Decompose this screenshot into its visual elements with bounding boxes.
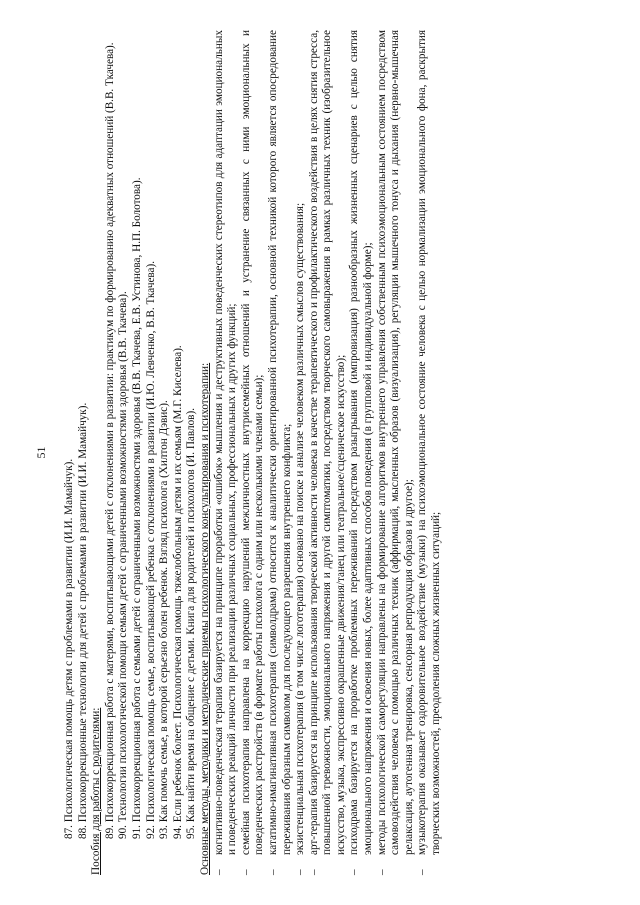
literature-item-91: 91. Психокоррекционная работа с семьями детей с ограниченными возможностями здоровья (В.В. Ткачева, Е.В. Устинова, Н.П. Болотова). [130, 177, 143, 839]
method-item-art-therapy [308, 30, 349, 875]
method-text: музыкотерапия оказывает оздоровительное воздействие (музыки) на психоэмоциональное состояние человека с целью нормализации эмоционального фона, раскрытия творческих возможностей, преодоления сложных жизненных ситуаций; [416, 30, 443, 855]
list-dash: – [307, 869, 320, 875]
method-text: экзистенциальная психотерапия (в том числе логотерапия) основано на поиске и анализе человеком различных смыслов существования; [294, 202, 307, 855]
list-dash: – [212, 869, 225, 875]
method-item-psychodrama [348, 30, 375, 875]
method-text: арт-терапия базируется на принципе использования творческой активности человека в качестве терапевтического и профилактического воздействия в целях снятия стресса, повышенной тревожности, эмоционального напряжения и другой симптоматики, посредством творческого самовыражения в рамках различных техник (изобразительное искусство, музыка, экспрессивно окрашенные движения/танец или театральное/сценическое искусство); [307, 30, 347, 855]
method-item-cbt [213, 30, 240, 875]
literature-item-94: 94. Если ребенок болеет. Психологическая помощь тяжелобольным детям и их семьям (М.Г. Киселева). [171, 345, 184, 839]
method-text: кататимно-имагинативная психотерапия (символдрама) относится к аналитически ориентированной психотерапии, основной техникой которого является опосредование переживания образным символом для последующего разрешения внутреннего конфликта; [266, 30, 293, 855]
method-text: психодрама базируется на проработке проблемных переживаний посредством разыгрывания (импровизация) разнообразных жизненных сценариев с целью снятия эмоционального напряжения и освоения новых, более адаптивных способов поведения (в групповой и индивидуальной форме); [348, 30, 375, 855]
method-item-music-therapy [416, 30, 443, 875]
list-dash: – [348, 869, 361, 875]
literature-item-93: 93. Как помочь семье, в которой серьезно болен ребенок. Взгляд психолога (Хилтон Дэвис). [158, 400, 171, 839]
method-text: когнитивно-поведенческая терапия базируется на принципе проработки «ошибок» мышления и деструктивных поведенческих стереотипов для адаптации эмоциональных и поведенческих реакций личности при реализации различных социальных, профессиональных и других функций; [212, 30, 239, 855]
list-dash: – [294, 869, 307, 875]
literature-item-89: 89. Психокоррекционная работа с матерями, воспитывающими детей с отклонениями в развитии: практикум по формированию адекватных отношений (В.В. Ткачева). [103, 42, 116, 839]
method-item-family [240, 30, 267, 875]
page-number: 51 [34, 446, 48, 459]
literature-item-88: 88. Психокоррекционные технологии для детей с проблемами в развитии (И.И. Мамайчук). [76, 402, 89, 839]
literature-item-90: 90. Технологии психологической помощи семьям детей с ограниченными возможностями здоровья (В.В. Ткачева). [117, 291, 130, 839]
rotated-text-block [35, 30, 595, 875]
list-dash: – [266, 869, 279, 875]
parents-heading: Пособия для работы с родителями: [90, 707, 103, 875]
method-text: семейная психотерапия направлена на коррекцию нарушений межличностных внутрисемейных отношений и устранение связанных с ними эмоциональных и поведенческих расстройств (в формате работы психолога с одним или несколькими членами семьи); [239, 30, 266, 855]
literature-item-87: 87. Психологическая помощь детям с проблемами в развитии (И.И. Мамайчук). [63, 458, 75, 839]
methods-heading: Основные методы, методики и методические приемы психологического консультирования и психотерапии: [198, 362, 211, 875]
literature-item-92: 92. Психологическая помощь семье, воспитывающей ребенка с отклонениями в развитии (И.Ю. Левченко, В.В. Ткачева). [144, 260, 157, 839]
list-dash: – [239, 869, 252, 875]
method-text: методы психологической саморегуляции направлены на формирование алгоритмов внутреннего управления собственным психоэмоциональным состоянием посредством самовоздействия человека с помощью различных техник (аффирмаций, мысленных образов (визуализация), регуляции мышечного тонуса и дыхания (нервно-мышечная релаксация, аутогенная тренировка, сенсорная репродукция образов и другое); [375, 30, 415, 855]
method-item-self-regulation [376, 30, 417, 875]
list-dash: – [375, 869, 388, 875]
method-item-symboldrama [267, 30, 294, 875]
list-dash: – [416, 869, 429, 875]
literature-item-95: 95. Как найти время на общение с детьми. Книга для родителей и психологов (И. Павлов). [185, 408, 198, 839]
method-item-existential [294, 30, 308, 875]
